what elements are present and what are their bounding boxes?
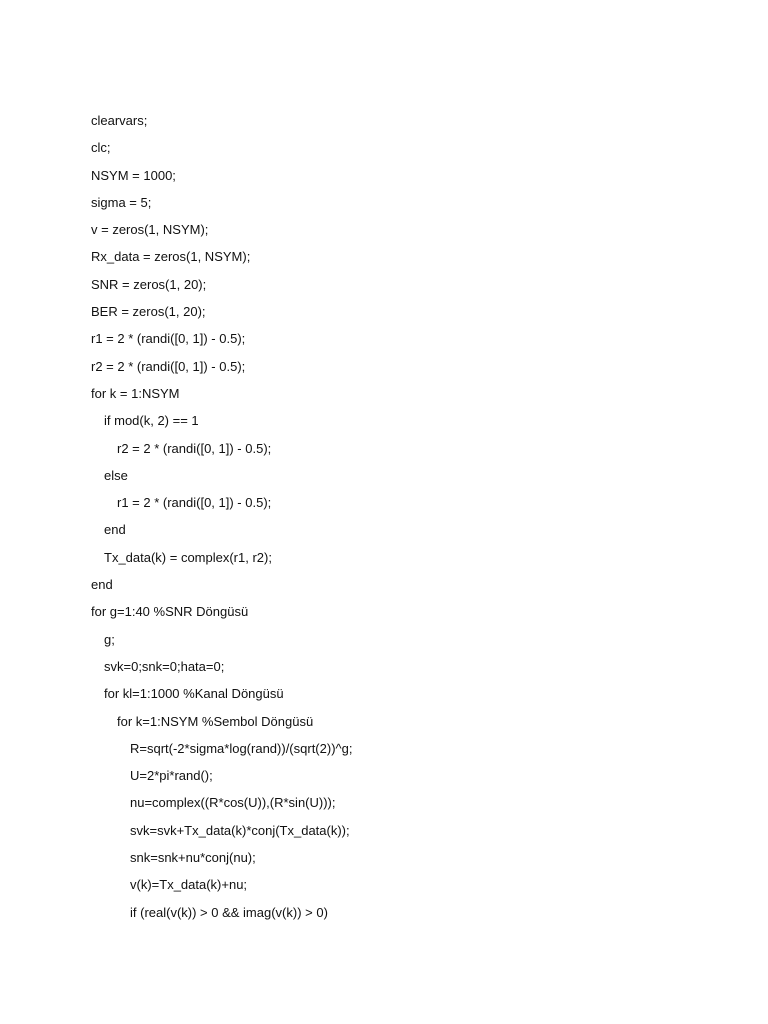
code-line: end xyxy=(91,577,113,593)
code-line: if (real(v(k)) > 0 && imag(v(k)) > 0) xyxy=(130,904,328,920)
code-line: nu=complex((R*cos(U)),(R*sin(U))); xyxy=(130,795,336,811)
code-line: r1 = 2 * (randi([0, 1]) - 0.5); xyxy=(91,331,246,347)
code-line: R=sqrt(-2*sigma*log(rand))/(sqrt(2))^g; xyxy=(130,740,353,756)
code-line: svk=svk+Tx_data(k)*conj(Tx_data(k)); xyxy=(130,822,350,838)
code-listing xyxy=(91,112,352,931)
code-line: clearvars; xyxy=(91,113,148,128)
code-line: SNR = zeros(1, 20); xyxy=(91,276,207,292)
code-line: BER = zeros(1, 20); xyxy=(91,304,206,320)
code-line: r2 = 2 * (randi([0, 1]) - 0.5); xyxy=(117,440,272,456)
code-line: v(k)=Tx_data(k)+nu; xyxy=(130,877,248,893)
code-line: g; xyxy=(104,631,115,647)
code-line: r1 = 2 * (randi([0, 1]) - 0.5); xyxy=(117,495,272,511)
code-line: NSYM = 1000; xyxy=(91,167,176,183)
code-line: snk=snk+nu*conj(nu); xyxy=(130,850,256,866)
code-line: U=2*pi*rand(); xyxy=(130,768,213,784)
code-line: Rx_data = zeros(1, NSYM); xyxy=(91,249,251,265)
code-line: for kl=1:1000 %Kanal Döngüsü xyxy=(104,686,284,702)
code-line: for k=1:NSYM %Sembol Döngüsü xyxy=(117,713,314,729)
code-line: r2 = 2 * (randi([0, 1]) - 0.5); xyxy=(91,358,246,374)
code-line: v = zeros(1, NSYM); xyxy=(91,222,209,238)
code-line: end xyxy=(104,522,126,538)
code-line: else xyxy=(104,467,128,483)
code-line: svk=0;snk=0;hata=0; xyxy=(104,658,225,674)
code-line: Tx_data(k) = complex(r1, r2); xyxy=(104,549,272,565)
code-line: for g=1:40 %SNR Döngüsü xyxy=(91,604,249,620)
code-line: if mod(k, 2) == 1 xyxy=(104,413,199,429)
code-line: sigma = 5; xyxy=(91,194,152,210)
code-line: clc; xyxy=(91,140,111,156)
code-line: for k = 1:NSYM xyxy=(91,385,180,401)
